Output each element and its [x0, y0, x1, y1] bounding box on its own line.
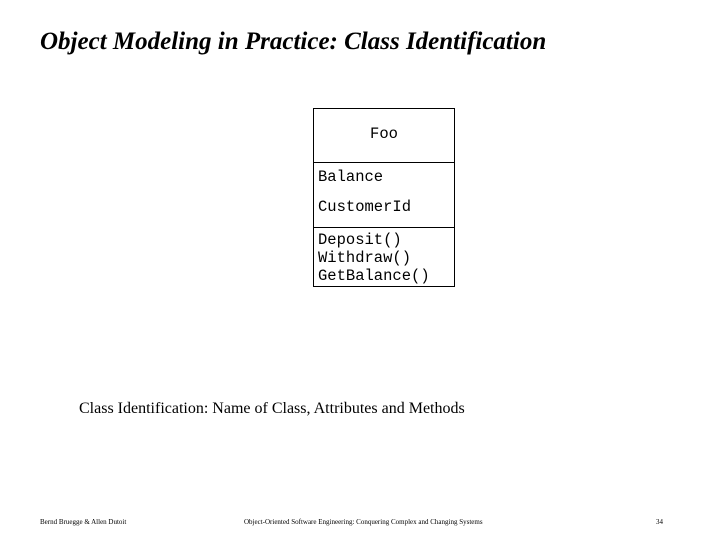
page-number: 34 [656, 518, 663, 526]
class-name: Foo [314, 109, 454, 163]
attributes-compartment [314, 163, 454, 228]
method-deposit: Deposit() [318, 231, 402, 249]
method-get-balance: GetBalance() [318, 267, 430, 285]
method-withdraw: Withdraw() [318, 249, 412, 267]
attribute-customer-id: CustomerId [318, 198, 412, 216]
footer-authors: Bernd Bruegge & Allen Dutoit [40, 518, 127, 526]
uml-class-box [313, 108, 455, 287]
slide-title: Object Modeling in Practice: Class Identification [40, 28, 547, 55]
footer-book-title: Object-Oriented Software Engineering: Conquering Complex and Changing Systems [244, 518, 483, 526]
attribute-balance: Balance [318, 168, 384, 186]
methods-compartment [314, 228, 454, 286]
diagram-caption: Class Identification: Name of Class, Attributes and Methods [79, 400, 465, 417]
